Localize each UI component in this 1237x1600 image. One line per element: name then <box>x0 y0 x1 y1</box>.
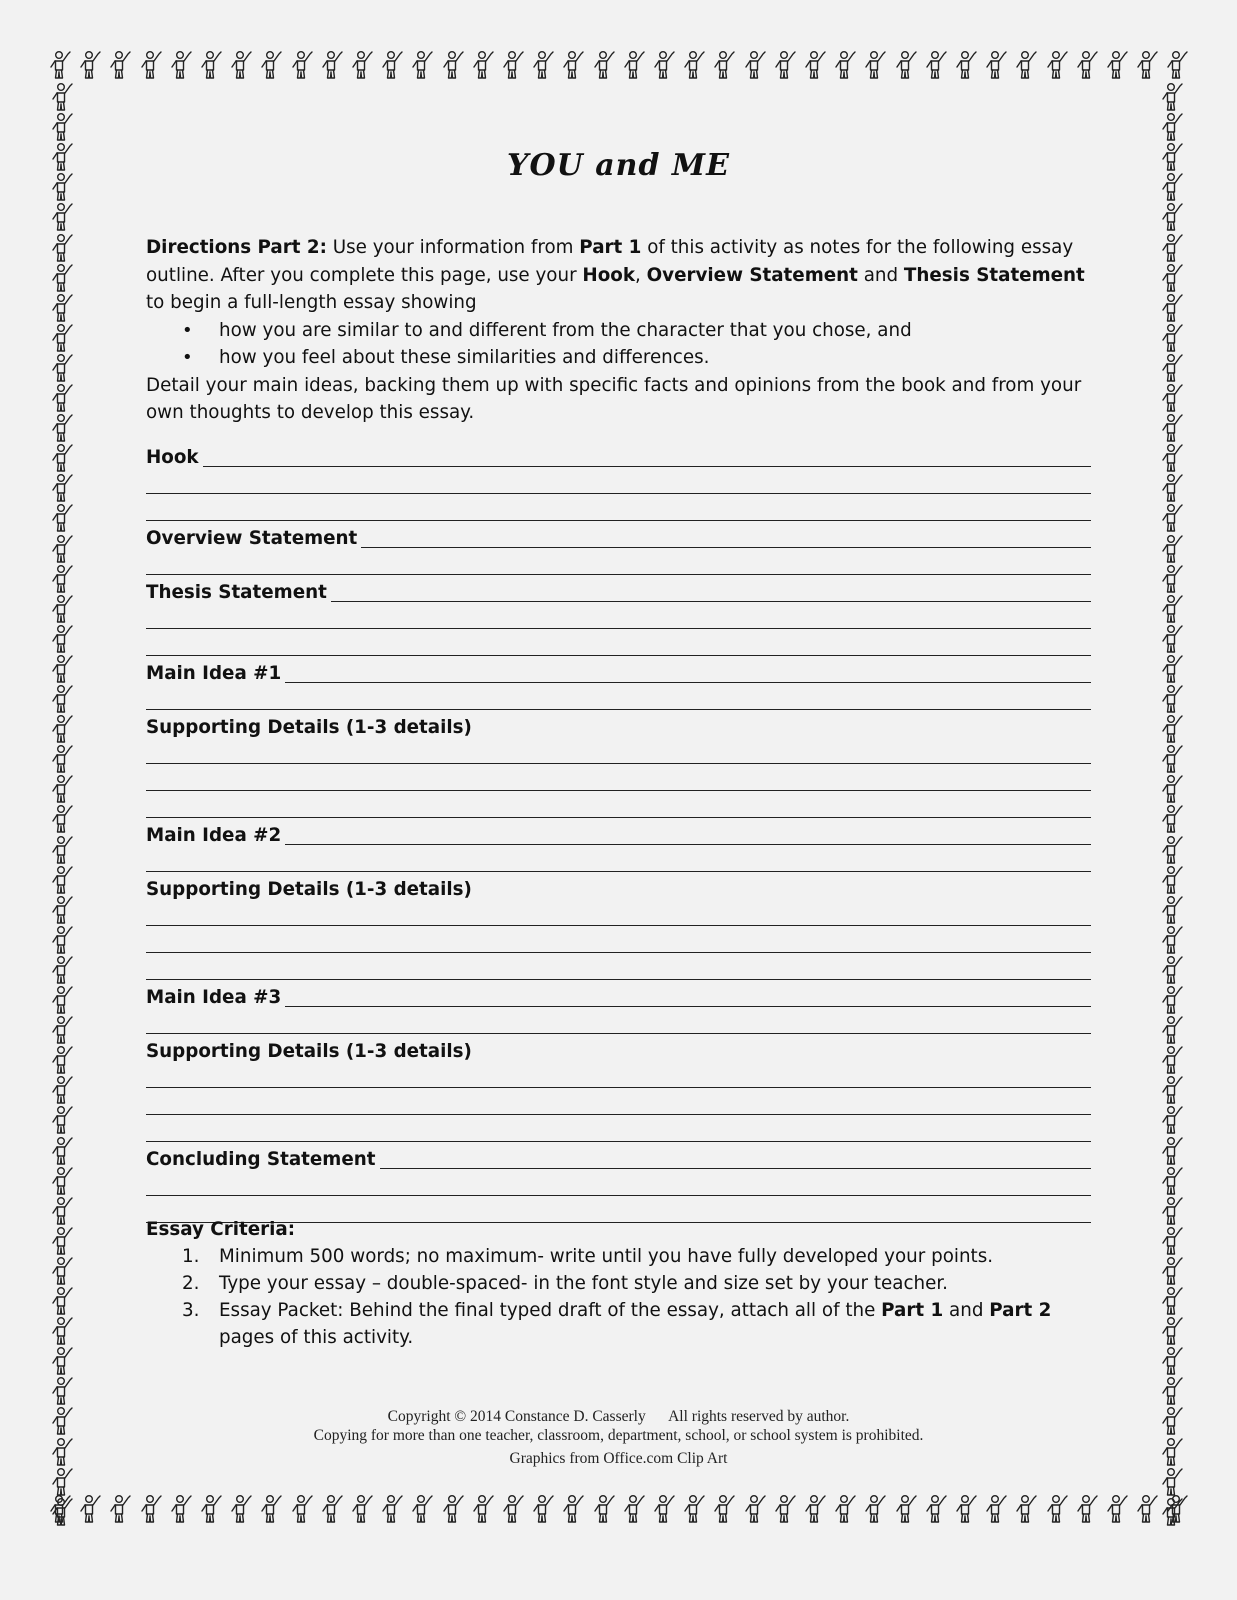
blank-line[interactable] <box>146 551 1091 578</box>
waving-person-icon <box>229 1494 255 1524</box>
directions-paragraph <box>146 234 1091 317</box>
write-line[interactable] <box>285 843 1091 845</box>
waving-person-icon <box>743 1494 769 1524</box>
waving-person-icon <box>50 1196 76 1226</box>
essay-criteria <box>146 1216 1091 1351</box>
waving-person-icon <box>50 1136 76 1166</box>
waving-person-icon <box>50 112 76 142</box>
waving-person-icon <box>1160 1105 1186 1135</box>
waving-person-icon <box>833 50 859 80</box>
main-idea-1-row[interactable] <box>146 659 1091 686</box>
write-line[interactable] <box>146 870 1091 872</box>
waving-person-icon <box>169 50 195 80</box>
directions-text: , <box>634 264 647 286</box>
criteria-text: Type your essay – double-spaced- in the font style and size set by your teacher. <box>219 1273 948 1294</box>
waving-person-icon <box>803 1494 829 1524</box>
waving-person-icon <box>380 50 406 80</box>
directions-bold: Part 1 <box>579 237 642 258</box>
write-line[interactable] <box>146 627 1091 629</box>
waving-person-icon <box>50 534 76 564</box>
waving-person-icon <box>894 1494 920 1524</box>
criteria-text: pages of this activity. <box>219 1327 414 1348</box>
blank-line[interactable] <box>146 767 1091 794</box>
waving-person-icon <box>1160 1286 1186 1316</box>
bullet-item: • how you are similar to and different from the character that you chose, and <box>146 317 1091 345</box>
overview-row[interactable] <box>146 524 1091 551</box>
blank-line[interactable] <box>146 1118 1091 1145</box>
directions-closing: Detail your main ideas, backing them up with specific facts and opinions from the book and from your own thoughts to develop this essay. <box>146 374 1082 423</box>
waving-person-icon <box>48 50 74 80</box>
waving-person-icon <box>50 955 76 985</box>
concluding-label: Concluding Statement <box>146 1149 376 1170</box>
waving-person-icon <box>682 1494 708 1524</box>
blank-line[interactable] <box>146 956 1091 983</box>
waving-person-icon <box>924 50 950 80</box>
waving-person-icon <box>1160 654 1186 684</box>
waving-person-icon <box>441 50 467 80</box>
waving-person-icon <box>954 50 980 80</box>
waving-person-icon <box>139 1494 165 1524</box>
page-title: YOU and ME <box>507 148 730 183</box>
blank-line[interactable] <box>146 470 1091 497</box>
waving-person-icon <box>350 50 376 80</box>
criteria-item <box>146 1270 1091 1297</box>
waving-person-icon <box>1160 443 1186 473</box>
waving-person-icon <box>50 835 76 865</box>
criteria-item <box>146 1297 1091 1351</box>
waving-person-icon <box>712 50 738 80</box>
waving-person-icon <box>1160 263 1186 293</box>
criteria-bold: Part 2 <box>989 1300 1052 1321</box>
waving-person-icon <box>50 714 76 744</box>
directions-bold: Thesis Statement <box>903 264 1085 286</box>
waving-person-icon <box>1135 1494 1161 1524</box>
waving-person-icon <box>894 50 920 80</box>
waving-person-icon <box>1160 1346 1186 1376</box>
waving-person-icon <box>1160 1015 1186 1045</box>
waving-person-icon <box>410 1494 436 1524</box>
waving-person-icon <box>199 1494 225 1524</box>
waving-person-icon <box>1160 925 1186 955</box>
blank-line[interactable] <box>146 632 1091 659</box>
waving-person-icon <box>773 50 799 80</box>
waving-person-icon <box>863 50 889 80</box>
waving-person-icon <box>50 1316 76 1346</box>
waving-person-icon <box>1160 684 1186 714</box>
hook-label: Hook <box>146 447 199 468</box>
waving-person-icon <box>50 594 76 624</box>
waving-person-icon <box>259 50 285 80</box>
waving-person-icon <box>50 383 76 413</box>
waving-person-icon <box>290 1494 316 1524</box>
graphics-credit: Graphics from Office.com Clip Art <box>509 1450 728 1467</box>
copyright-line: Copyright © 2014 Constance D. Casserly All rights reserved by author. <box>387 1408 850 1425</box>
waving-person-icon <box>229 50 255 80</box>
waving-person-icon <box>1160 1376 1186 1406</box>
waving-person-icon <box>622 50 648 80</box>
waving-person-icon <box>1160 233 1186 263</box>
write-line[interactable] <box>146 573 1091 575</box>
criteria-number: 3. <box>182 1300 200 1321</box>
write-line[interactable] <box>146 1086 1091 1088</box>
waving-person-icon <box>78 50 104 80</box>
waving-person-icon <box>108 50 134 80</box>
waving-person-icon <box>1160 1497 1186 1527</box>
waving-person-icon <box>1160 774 1186 804</box>
waving-person-icon <box>773 1494 799 1524</box>
waving-person-icon <box>1160 1075 1186 1105</box>
waving-person-icon <box>592 50 618 80</box>
write-line[interactable] <box>146 1140 1091 1142</box>
waving-person-icon <box>531 50 557 80</box>
thesis-row[interactable] <box>146 578 1091 605</box>
criteria-item <box>146 1243 1091 1270</box>
waving-person-icon <box>652 1494 678 1524</box>
waving-person-icon <box>1160 955 1186 985</box>
waving-person-icon <box>350 1494 376 1524</box>
directions-text: of this activity as notes for the following essay outline. After you complete this page, use your <box>146 237 1074 286</box>
bullet-item: • how you feel about these similarities and differences. <box>146 344 1091 372</box>
waving-person-icon <box>1160 895 1186 925</box>
criteria-text: Essay Packet: Behind the final typed draft of the essay, attach all of the <box>219 1300 882 1321</box>
write-line[interactable] <box>146 924 1091 926</box>
waving-person-icon <box>803 50 829 80</box>
write-line[interactable] <box>331 600 1091 602</box>
waving-person-icon <box>78 1494 104 1524</box>
waving-person-icon <box>50 473 76 503</box>
waving-person-icon <box>169 1494 195 1524</box>
copyright-footer <box>0 1407 1237 1468</box>
supporting-details-3-row <box>146 1037 1091 1064</box>
waving-person-icon <box>1160 835 1186 865</box>
waving-person-icon <box>471 1494 497 1524</box>
blank-line[interactable] <box>146 1091 1091 1118</box>
directions-bold: Overview Statement <box>646 264 858 286</box>
waving-person-icon <box>50 1166 76 1196</box>
waving-person-icon <box>1160 564 1186 594</box>
waving-person-icon <box>50 1256 76 1286</box>
waving-person-icon <box>50 985 76 1015</box>
waving-person-icon <box>50 624 76 654</box>
waving-person-icon <box>50 925 76 955</box>
write-line[interactable] <box>146 492 1091 494</box>
waving-person-icon <box>1160 1045 1186 1075</box>
waving-person-icon <box>1160 624 1186 654</box>
write-line[interactable] <box>146 978 1091 980</box>
waving-person-icon <box>954 1494 980 1524</box>
waving-person-icon <box>1014 50 1040 80</box>
write-line[interactable] <box>146 762 1091 764</box>
waving-person-icon <box>682 50 708 80</box>
directions-bold: Hook <box>582 264 635 286</box>
blank-line[interactable] <box>146 740 1091 767</box>
clipart-border-right <box>1160 82 1190 1528</box>
waving-person-icon <box>1160 534 1186 564</box>
criteria-number: 1. <box>182 1246 200 1267</box>
criteria-heading: Essay Criteria: <box>146 1219 296 1240</box>
waving-person-icon <box>50 1346 76 1376</box>
waving-person-icon <box>1014 1494 1040 1524</box>
waving-person-icon <box>50 774 76 804</box>
waving-person-icon <box>592 1494 618 1524</box>
write-line[interactable] <box>146 816 1091 818</box>
blank-line[interactable] <box>146 929 1091 956</box>
waving-person-icon <box>441 1494 467 1524</box>
write-line[interactable] <box>146 1032 1091 1034</box>
blank-line[interactable] <box>146 848 1091 875</box>
waving-person-icon <box>380 1494 406 1524</box>
waving-person-icon <box>50 1497 76 1527</box>
criteria-bold: Part 1 <box>881 1300 944 1321</box>
directions-text: to begin a full-length essay showing <box>146 292 477 313</box>
waving-person-icon <box>1160 1136 1186 1166</box>
write-line[interactable] <box>146 1113 1091 1115</box>
clipart-border-bottom <box>48 1494 1193 1528</box>
write-line[interactable] <box>203 465 1091 467</box>
waving-person-icon <box>561 50 587 80</box>
waving-person-icon <box>1135 50 1161 80</box>
waving-person-icon <box>50 654 76 684</box>
waving-person-icon <box>1160 1166 1186 1196</box>
waving-person-icon <box>561 1494 587 1524</box>
essay-outline <box>146 443 1091 1226</box>
hook-row[interactable] <box>146 443 1091 470</box>
waving-person-icon <box>50 1376 76 1406</box>
waving-person-icon <box>863 1494 889 1524</box>
waving-person-icon <box>50 233 76 263</box>
main-idea-3-label: Main Idea #3 <box>146 987 282 1008</box>
waving-person-icon <box>833 1494 859 1524</box>
criteria-text: and <box>943 1300 990 1321</box>
waving-person-icon <box>50 804 76 834</box>
waving-person-icon <box>50 744 76 774</box>
waving-person-icon <box>1160 594 1186 624</box>
waving-person-icon <box>531 1494 557 1524</box>
waving-person-icon <box>139 50 165 80</box>
blank-line[interactable] <box>146 794 1091 821</box>
waving-person-icon <box>1160 714 1186 744</box>
overview-label: Overview Statement <box>146 528 358 549</box>
waving-person-icon <box>50 413 76 443</box>
criteria-list <box>146 1243 1091 1351</box>
waving-person-icon <box>1165 50 1191 80</box>
write-line[interactable] <box>380 1167 1091 1169</box>
directions-bullets <box>146 317 1091 372</box>
criteria-number: 2. <box>182 1273 200 1294</box>
waving-person-icon <box>320 1494 346 1524</box>
waving-person-icon <box>1160 413 1186 443</box>
blank-line[interactable] <box>146 686 1091 713</box>
waving-person-icon <box>712 1494 738 1524</box>
clipart-border-left <box>50 82 80 1528</box>
main-idea-2-row[interactable] <box>146 821 1091 848</box>
supporting-details-3-label: Supporting Details (1-3 details) <box>146 1041 472 1062</box>
main-idea-1-label: Main Idea #1 <box>146 663 282 684</box>
waving-person-icon <box>1105 1494 1131 1524</box>
waving-person-icon <box>924 1494 950 1524</box>
waving-person-icon <box>1045 1494 1071 1524</box>
waving-person-icon <box>501 50 527 80</box>
supporting-details-2-label: Supporting Details (1-3 details) <box>146 879 472 900</box>
directions <box>146 234 1091 427</box>
waving-person-icon <box>1160 82 1186 112</box>
waving-person-icon <box>984 50 1010 80</box>
waving-person-icon <box>50 503 76 533</box>
waving-person-icon <box>50 323 76 353</box>
waving-person-icon <box>1160 1256 1186 1286</box>
waving-person-icon <box>1160 112 1186 142</box>
directions-label: Directions Part 2: <box>146 237 327 258</box>
directions-text: and <box>857 264 904 286</box>
waving-person-icon <box>50 82 76 112</box>
waving-person-icon <box>1160 293 1186 323</box>
waving-person-icon <box>50 353 76 383</box>
criteria-text: Minimum 500 words; no maximum- write until you have fully developed your points. <box>219 1246 994 1267</box>
waving-person-icon <box>743 50 769 80</box>
waving-person-icon <box>50 1015 76 1045</box>
waving-person-icon <box>1160 1196 1186 1226</box>
waving-person-icon <box>1160 353 1186 383</box>
write-line[interactable] <box>285 1005 1091 1007</box>
waving-person-icon <box>290 50 316 80</box>
waving-person-icon <box>1160 1226 1186 1256</box>
blank-line[interactable] <box>146 1172 1091 1199</box>
clipart-border-top <box>48 50 1193 84</box>
concluding-row[interactable] <box>146 1145 1091 1172</box>
waving-person-icon <box>1160 865 1186 895</box>
waving-person-icon <box>50 564 76 594</box>
waving-person-icon <box>50 263 76 293</box>
waving-person-icon <box>50 443 76 473</box>
waving-person-icon <box>1075 50 1101 80</box>
waving-person-icon <box>1160 503 1186 533</box>
thesis-label: Thesis Statement <box>146 582 327 603</box>
main-idea-2-label: Main Idea #2 <box>146 825 282 846</box>
waving-person-icon <box>50 865 76 895</box>
waving-person-icon <box>1160 1316 1186 1346</box>
directions-text: Use your information from <box>326 237 580 258</box>
copying-notice: Copying for more than one teacher, classroom, department, school, or school system is prohibited. <box>313 1427 924 1444</box>
waving-person-icon <box>50 1226 76 1256</box>
waving-person-icon <box>50 1105 76 1135</box>
waving-person-icon <box>320 50 346 80</box>
write-line[interactable] <box>146 654 1091 656</box>
waving-person-icon <box>50 293 76 323</box>
write-line[interactable] <box>146 519 1091 521</box>
write-line[interactable] <box>146 789 1091 791</box>
blank-line[interactable] <box>146 497 1091 524</box>
waving-person-icon <box>501 1494 527 1524</box>
waving-person-icon <box>984 1494 1010 1524</box>
waving-person-icon <box>652 50 678 80</box>
write-line[interactable] <box>361 546 1091 548</box>
waving-person-icon <box>1075 1494 1101 1524</box>
supporting-details-2-row <box>146 875 1091 902</box>
waving-person-icon <box>199 50 225 80</box>
waving-person-icon <box>1160 804 1186 834</box>
waving-person-icon <box>410 50 436 80</box>
waving-person-icon <box>1045 50 1071 80</box>
write-line[interactable] <box>146 951 1091 953</box>
waving-person-icon <box>1105 50 1131 80</box>
waving-person-icon <box>50 202 76 232</box>
waving-person-icon <box>50 1286 76 1316</box>
waving-person-icon <box>1160 744 1186 774</box>
waving-person-icon <box>471 50 497 80</box>
waving-person-icon <box>1160 323 1186 353</box>
waving-person-icon <box>50 1467 76 1497</box>
waving-person-icon <box>1160 383 1186 413</box>
blank-line[interactable] <box>146 1064 1091 1091</box>
blank-line[interactable] <box>146 605 1091 632</box>
supporting-details-1-label: Supporting Details (1-3 details) <box>146 717 472 738</box>
blank-line[interactable] <box>146 902 1091 929</box>
write-line[interactable] <box>285 681 1091 683</box>
waving-person-icon <box>50 895 76 925</box>
waving-person-icon <box>1160 473 1186 503</box>
waving-person-icon <box>50 1045 76 1075</box>
waving-person-icon <box>50 684 76 714</box>
write-line[interactable] <box>146 708 1091 710</box>
waving-person-icon <box>50 1075 76 1105</box>
waving-person-icon <box>622 1494 648 1524</box>
supporting-details-1-row <box>146 713 1091 740</box>
waving-person-icon <box>1160 1467 1186 1497</box>
waving-person-icon <box>108 1494 134 1524</box>
waving-person-icon <box>1160 202 1186 232</box>
main-idea-3-row[interactable] <box>146 983 1091 1010</box>
waving-person-icon <box>259 1494 285 1524</box>
waving-person-icon <box>1160 985 1186 1015</box>
blank-line[interactable] <box>146 1010 1091 1037</box>
write-line[interactable] <box>146 1194 1091 1196</box>
